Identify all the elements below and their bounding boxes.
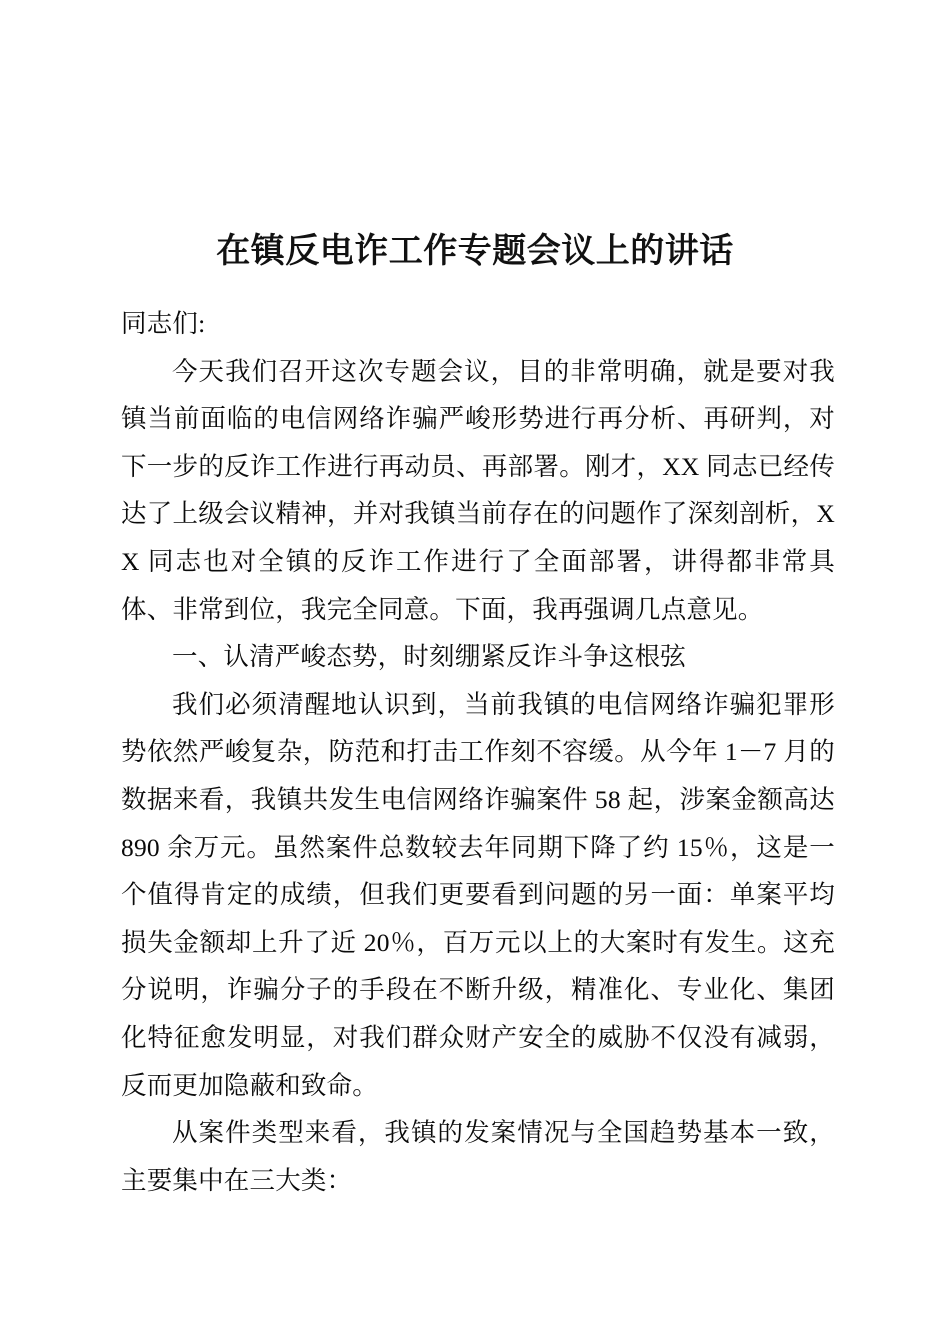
salutation: 同志们: xyxy=(121,309,206,338)
document-body xyxy=(121,300,835,1204)
paragraph-opening: 今天我们召开这次专题会议，目的非常明确，就是要对我镇当前面临的电信网络诈骗严峻形势进行再分析、再研判，对下一步的反诈工作进行再动员、再部署。刚才，XX 同志已经传达了上级会议精神，并对我镇当前存在的问题作了深刻剖析，XX 同志也对全镇的反诈工作进行了全面部署，讲得都非常具体、非常到位，我完全同意。下面，我再强调几点意见。 xyxy=(121,356,835,624)
section-heading-1: 一、认清严峻态势，时刻绷紧反诈斗争这根弦 xyxy=(172,642,687,672)
page-title: 在镇反电诈工作专题会议上的讲话 xyxy=(216,232,734,270)
paragraph-case-types-intro: 从案件类型来看，我镇的发案情况与全国趋势基本一致，主要集中在三大类： xyxy=(121,1118,835,1195)
paragraph-situation-analysis: 我们必须清醒地认识到，当前我镇的电信网络诈骗犯罪形势依然严峻复杂，防范和打击工作刻不容缓。从今年 1－7 月的数据来看，我镇共发生电信网络诈骗案件 58 起，涉案金额高达 890 余万元。虽然案件总数较去年同期下降了约 15％，这是一个值得肯定的成绩，但我们更要看到问题的另一面：单案平均损失金额却上升了近 20％，百万元以上的大案时有发生。这充分说明，诈骗分子的手段在不断升级，精准化、专业化、集团化特征愈发明显，对我们群众财产安全的威胁不仅没有减弱，反而更加隐蔽和致命。 xyxy=(121,689,835,1100)
